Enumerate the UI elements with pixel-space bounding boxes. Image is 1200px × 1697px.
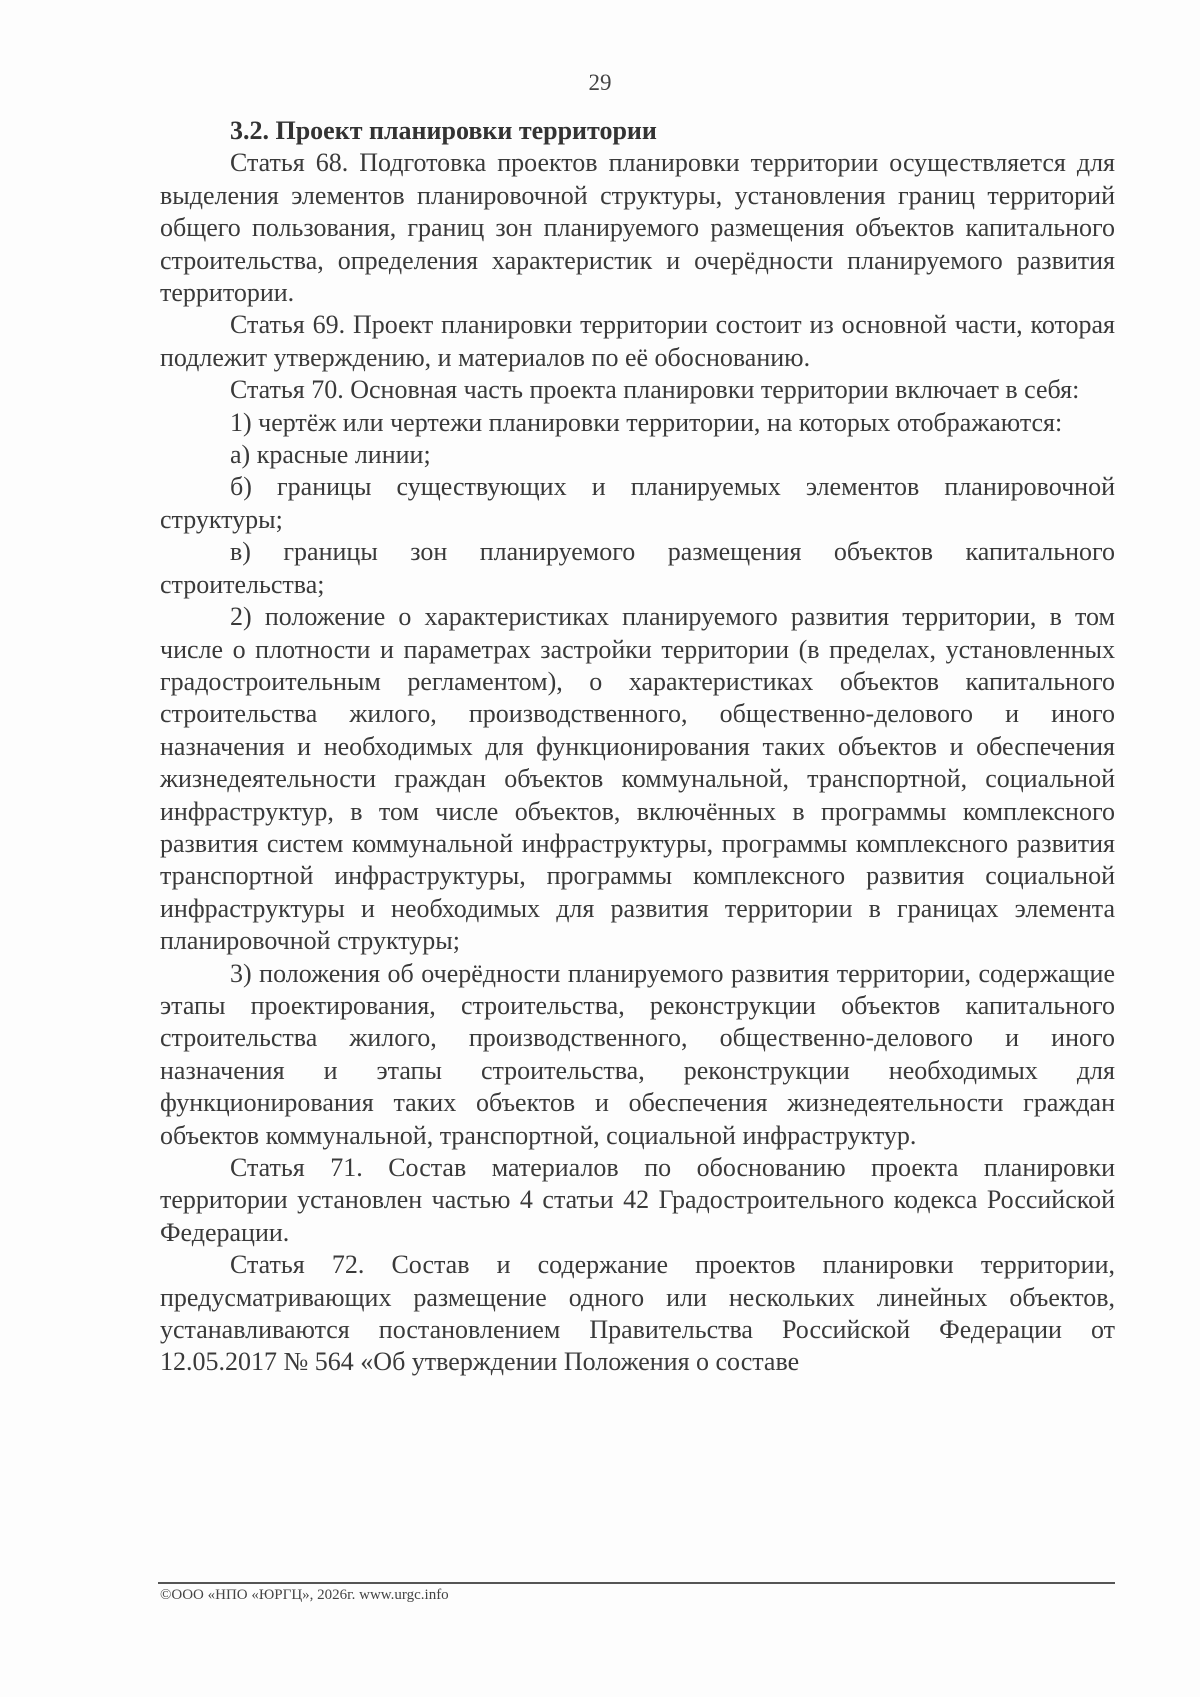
list-subitem-v: в) границы зон планируемого размещения объектов капитального строительства; [160,537,1115,599]
article-68-paragraph: Статья 68. Подготовка проектов планировки территории осуществляется для выделения элементов планировочной структуры, установления границ территорий общего пользования, границ зон планируемого размещения объектов капитального строительства, определения характеристик и очерёдности планируемого развития территории. [160,148,1115,308]
footer-copyright: ©ООО «НПО «ЮРГЦ», 2026г. www.urgc.info [160,1587,449,1603]
list-subitem-a: а) красные линии; [230,440,431,470]
article-70-paragraph: Статья 70. Основная часть проекта планировки территории включает в себя: [230,375,1080,405]
section-heading: 3.2. Проект планировки территории [230,116,657,145]
footer-divider [158,1582,1115,1584]
page-number: 29 [588,70,612,95]
article-71-paragraph: Статья 71. Состав материалов по обоснованию проекта планировки территории установлен частью 4 статьи 42 Градостроительного кодекса Российской Федерации. [160,1153,1115,1247]
list-subitem-b: б) границы существующих и планируемых элементов планировочной структуры; [160,472,1115,534]
article-69-paragraph: Статья 69. Проект планировки территории состоит из основной части, которая подлежит утверждению, и материалов по её обоснованию. [160,310,1115,372]
document-body [160,115,1115,1379]
list-item-3: 3) положения об очерёдности планируемого развития территории, содержащие этапы проектирования, строительства, реконструкции объектов капитального строительства жилого, производственного, общественно-делового и иного назначения и этапы строительства, реконструкции необходимых для функционирования таких объектов и обеспечения жизнедеятельности граждан объектов коммунальной, транспортной, социальной инфраструктур. [160,958,1115,1150]
list-item-2: 2) положение о характеристиках планируемого развития территории, в том числе о плотности и параметрах застройки территории (в пределах, установленных градостроительным регламентом), о характеристиках объектов капитального строительства жилого, производственного, общественно-делового и иного назначения и необходимых для функционирования таких объектов и обеспечения жизнедеятельности граждан объектов коммунальной, транспортной, социальной инфраструктур, в том числе объектов, включённых в программы комплексного развития систем коммунальной инфраструктуры, программы комплексного развития транспортной инфраструктуры, программы комплексного развития социальной инфраструктуры и необходимых для развития территории в границах элемента планировочной структуры; [160,602,1115,956]
article-72-paragraph: Статья 72. Состав и содержание проектов планировки территории, предусматривающих размещение одного или нескольких линейных объектов, устанавливаются постановлением Правительства Российской Федерации от 12.05.2017 № 564 «Об утверждении Положения о составе [160,1250,1115,1377]
list-item-1: 1) чертёж или чертежи планировки территории, на которых отображаются: [230,407,1063,437]
